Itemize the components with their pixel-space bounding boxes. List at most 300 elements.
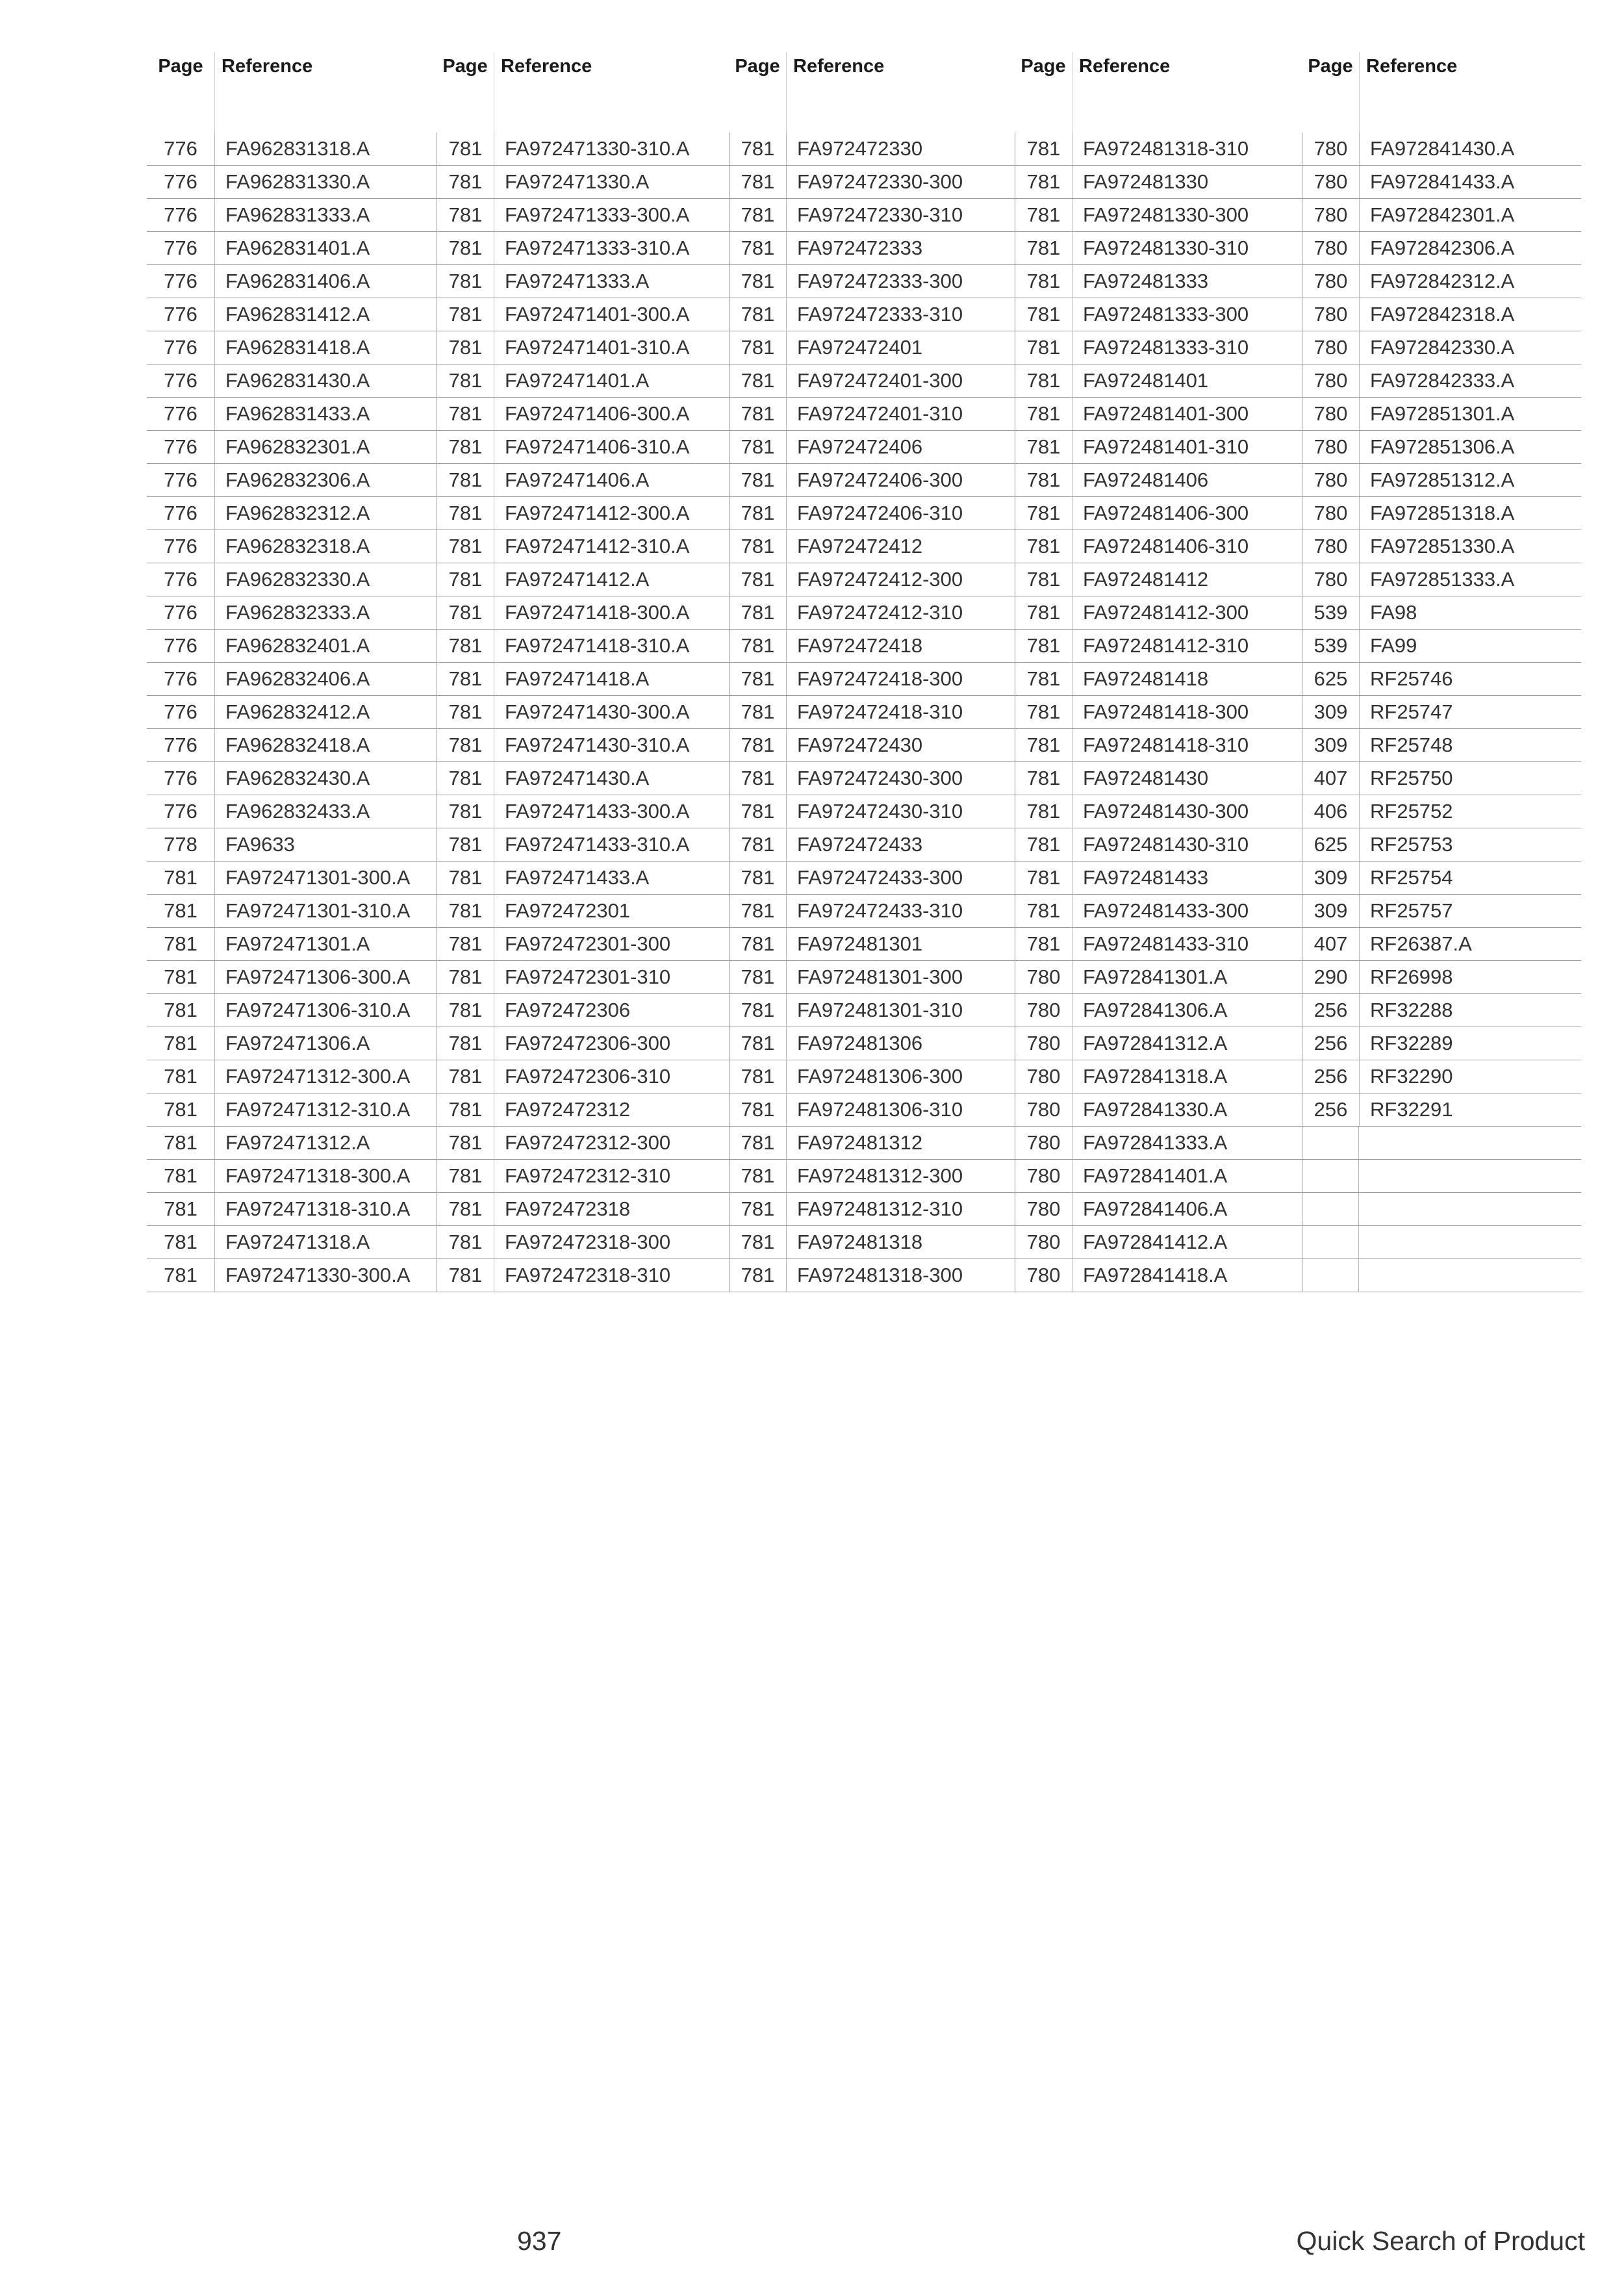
reference-cell: FA972481333-300 [1072, 298, 1302, 331]
table-row [1302, 994, 1581, 1027]
page-cell: 776 [164, 402, 197, 425]
page-cell: 776 [164, 767, 197, 789]
page-cell: 781 [164, 1098, 197, 1121]
table-row [437, 1193, 729, 1226]
page-cell: 776 [164, 800, 197, 823]
page-cell: 781 [437, 696, 494, 728]
reference-cell: FA972471412-300.A [494, 497, 729, 530]
table-row [147, 166, 437, 199]
page-cell: 781 [1015, 795, 1072, 828]
table-row [729, 1160, 1015, 1193]
reference-cell: FA972481318 [786, 1226, 1015, 1258]
reference-cell: FA972472306-310 [494, 1060, 729, 1093]
page-cell: 781 [437, 1193, 494, 1225]
table-row [729, 696, 1015, 729]
page-cell: 781 [1015, 364, 1072, 397]
reference-cell: FA972471433-310.A [494, 828, 729, 861]
table-row [1302, 729, 1581, 762]
page-cell: 781 [1015, 199, 1072, 231]
page-cell: 781 [437, 1226, 494, 1258]
table-row [1302, 563, 1581, 596]
reference-cell: FA972481318-310 [1072, 133, 1302, 165]
reference-cell: FA972471406-300.A [494, 398, 729, 430]
reference-cell: FA972471306.A [214, 1027, 437, 1060]
reference-cell: FA972481330-310 [1072, 232, 1302, 264]
reference-cell: FA972481430-300 [1072, 795, 1302, 828]
table-row [147, 795, 437, 828]
index-column [1302, 52, 1581, 1292]
page-cell: 781 [729, 762, 786, 795]
page-cell: 781 [437, 795, 494, 828]
reference-cell: FA972471406-310.A [494, 431, 729, 463]
page-cell: 781 [729, 596, 786, 629]
table-row [147, 862, 437, 895]
table-row [1302, 133, 1581, 166]
reference-cell: FA972481330-300 [1072, 199, 1302, 231]
table-row [1015, 630, 1302, 663]
table-row [437, 729, 729, 762]
column-header [147, 52, 437, 133]
reference-cell: FA972481433-300 [1072, 895, 1302, 927]
table-row [1302, 762, 1581, 795]
table-row [1015, 895, 1302, 928]
table-row [147, 828, 437, 862]
page-cell: 781 [437, 1160, 494, 1192]
table-row [437, 398, 729, 431]
table-row [1015, 729, 1302, 762]
reference-cell: FA972481330 [1072, 166, 1302, 198]
column-header [1015, 52, 1302, 133]
page-cell: 781 [729, 1127, 786, 1159]
page-cell: 781 [729, 530, 786, 563]
table-row [147, 364, 437, 398]
page-cell: 781 [437, 199, 494, 231]
page-cell: 256 [1302, 994, 1359, 1027]
table-row [1015, 133, 1302, 166]
table-row [437, 762, 729, 795]
page-cell: 776 [164, 435, 197, 458]
table-row [1302, 1193, 1581, 1226]
page-cell: 776 [164, 336, 197, 359]
page-cell: 781 [164, 866, 197, 889]
page-cell: 406 [1302, 795, 1359, 828]
reference-cell: FA972851330.A [1359, 530, 1581, 563]
reference-cell: FA972472418-300 [786, 663, 1015, 695]
table-row [1015, 331, 1302, 364]
reference-cell: FA972471301-300.A [214, 862, 437, 894]
table-row [729, 331, 1015, 364]
reference-cell [1359, 1160, 1581, 1192]
page-cell: 781 [164, 1264, 197, 1286]
reference-cell: FA972481401 [1072, 364, 1302, 397]
table-row [437, 265, 729, 298]
reference-cell: FA972481312 [786, 1127, 1015, 1159]
table-row [437, 530, 729, 563]
table-row [1302, 596, 1581, 630]
table-row [1302, 1060, 1581, 1093]
reference-cell: FA962832330.A [214, 563, 437, 596]
reference-cell: FA972472312-310 [494, 1160, 729, 1192]
page-header: Page [735, 56, 780, 77]
table-row [147, 497, 437, 530]
page-cell: 781 [437, 563, 494, 596]
page-cell: 780 [1015, 1226, 1072, 1258]
page-cell: 776 [164, 203, 197, 226]
table-row [147, 1027, 437, 1060]
table-row [1302, 928, 1581, 961]
reference-cell: RF26387.A [1359, 928, 1581, 960]
table-row [147, 133, 437, 166]
reference-cell: FA972472430-310 [786, 795, 1015, 828]
table-row [147, 762, 437, 795]
page-cell: 781 [437, 530, 494, 563]
index-column [437, 52, 729, 1292]
table-row [437, 596, 729, 630]
table-row [1015, 1259, 1302, 1292]
reference-cell: FA962832312.A [214, 497, 437, 530]
table-row [437, 166, 729, 199]
reference-cell: FA962832406.A [214, 663, 437, 695]
index-column [147, 52, 437, 1292]
table-row [437, 431, 729, 464]
page-cell: 781 [1015, 630, 1072, 662]
reference-cell: FA972471418.A [494, 663, 729, 695]
column-header [729, 52, 1015, 133]
reference-cell: FA972472333-300 [786, 265, 1015, 298]
page-cell: 407 [1302, 762, 1359, 795]
table-row [1015, 1193, 1302, 1226]
table-row [1015, 795, 1302, 828]
reference-cell: FA972472401-310 [786, 398, 1015, 430]
reference-cell: FA972472412-300 [786, 563, 1015, 596]
reference-header: Reference [494, 52, 729, 133]
table-row [1015, 663, 1302, 696]
table-row [437, 563, 729, 596]
table-row [437, 1259, 729, 1292]
page-cell [1302, 1226, 1359, 1258]
table-row [1015, 232, 1302, 265]
page-cell: 309 [1302, 696, 1359, 728]
table-row [1015, 431, 1302, 464]
table-row [147, 563, 437, 596]
reference-cell: FA962831333.A [214, 199, 437, 231]
table-row [1015, 497, 1302, 530]
reference-cell: FA962832333.A [214, 596, 437, 629]
page-cell: 781 [729, 232, 786, 264]
reference-cell: FA972471330-310.A [494, 133, 729, 165]
reference-cell: FA972472318-310 [494, 1259, 729, 1292]
page-cell: 309 [1302, 862, 1359, 894]
page-cell: 781 [729, 431, 786, 463]
reference-cell: FA962832318.A [214, 530, 437, 563]
reference-cell: FA972472406-300 [786, 464, 1015, 496]
table-row [437, 364, 729, 398]
reference-cell: FA972842306.A [1359, 232, 1581, 264]
page-cell: 780 [1302, 497, 1359, 530]
table-row [1015, 1093, 1302, 1127]
page-cell: 781 [729, 166, 786, 198]
table-row [1015, 199, 1302, 232]
page-cell: 781 [437, 1127, 494, 1159]
reference-cell: FA972841401.A [1072, 1160, 1302, 1192]
table-row [1015, 166, 1302, 199]
reference-cell: FA972481401-300 [1072, 398, 1302, 430]
reference-cell: FA972472330 [786, 133, 1015, 165]
reference-cell: FA972481418 [1072, 663, 1302, 695]
column-header [1302, 52, 1581, 133]
page-cell: 781 [729, 1193, 786, 1225]
reference-cell: FA962832412.A [214, 696, 437, 728]
reference-cell: RF25753 [1359, 828, 1581, 861]
table-row [1015, 364, 1302, 398]
reference-cell: FA972842333.A [1359, 364, 1581, 397]
table-row [147, 1127, 437, 1160]
reference-cell: FA972472430-300 [786, 762, 1015, 795]
page-cell: 781 [729, 1226, 786, 1258]
reference-cell: FA972481312-310 [786, 1193, 1015, 1225]
reference-cell: FA972481433 [1072, 862, 1302, 894]
page-header: Page [158, 56, 203, 77]
page-cell: 781 [437, 298, 494, 331]
reference-cell: FA972471401.A [494, 364, 729, 397]
page-cell: 781 [437, 398, 494, 430]
page-cell: 780 [1302, 431, 1359, 463]
table-row [437, 663, 729, 696]
reference-cell: FA972481301-310 [786, 994, 1015, 1027]
reference-cell: FA972841412.A [1072, 1226, 1302, 1258]
reference-cell: FA972472318-300 [494, 1226, 729, 1258]
table-row [1302, 696, 1581, 729]
reference-cell: FA972481412-310 [1072, 630, 1302, 662]
page-cell: 781 [1015, 133, 1072, 165]
reference-cell: FA972471330.A [494, 166, 729, 198]
reference-cell: FA962831412.A [214, 298, 437, 331]
page-cell: 781 [729, 1160, 786, 1192]
page-cell: 781 [1015, 729, 1072, 761]
reference-cell: FA972481430 [1072, 762, 1302, 795]
table-row [1302, 464, 1581, 497]
page-cell: 780 [1302, 530, 1359, 563]
reference-cell: FA972471318.A [214, 1226, 437, 1258]
page-cell: 781 [1015, 895, 1072, 927]
table-row [437, 199, 729, 232]
table-row [147, 232, 437, 265]
page-cell: 780 [1302, 298, 1359, 331]
reference-cell: FA972481333 [1072, 265, 1302, 298]
page-cell: 781 [729, 663, 786, 695]
table-row [729, 795, 1015, 828]
reference-cell: FA972472418-310 [786, 696, 1015, 728]
table-row [147, 994, 437, 1027]
reference-header: Reference [1359, 52, 1581, 133]
page-cell: 781 [1015, 663, 1072, 695]
reference-cell: FA972472433-310 [786, 895, 1015, 927]
page-cell: 781 [729, 265, 786, 298]
page-cell: 776 [164, 634, 197, 657]
page-cell: 781 [437, 1060, 494, 1093]
reference-cell: FA962831406.A [214, 265, 437, 298]
table-row [147, 1259, 437, 1292]
reference-cell: FA962831433.A [214, 398, 437, 430]
table-row [729, 895, 1015, 928]
page-cell: 781 [437, 828, 494, 861]
reference-cell: FA972481306-310 [786, 1093, 1015, 1126]
reference-cell: FA972472406-310 [786, 497, 1015, 530]
reference-cell: FA972472330-310 [786, 199, 1015, 231]
table-row [1015, 265, 1302, 298]
reference-cell: FA972471401-310.A [494, 331, 729, 364]
table-row [1302, 663, 1581, 696]
table-row [437, 331, 729, 364]
reference-cell: FA972472401 [786, 331, 1015, 364]
table-row [147, 1060, 437, 1093]
page-cell: 781 [164, 1131, 197, 1154]
page-cell: 781 [164, 932, 197, 955]
page-cell: 781 [729, 331, 786, 364]
table-row [147, 265, 437, 298]
page-cell: 781 [1015, 696, 1072, 728]
reference-cell: FA972471333-310.A [494, 232, 729, 264]
reference-cell: FA972842312.A [1359, 265, 1581, 298]
table-row [437, 795, 729, 828]
page-cell: 780 [1015, 1259, 1072, 1292]
reference-cell: FA962832430.A [214, 762, 437, 795]
section-title: Quick Search of Product [1296, 2226, 1585, 2256]
reference-cell: RF25752 [1359, 795, 1581, 828]
reference-cell: FA972481306 [786, 1027, 1015, 1060]
table-row [147, 1160, 437, 1193]
reference-cell: RF25757 [1359, 895, 1581, 927]
page-cell: 781 [437, 663, 494, 695]
reference-cell: FA972472301-310 [494, 961, 729, 993]
reference-cell: FA972851312.A [1359, 464, 1581, 496]
table-row [437, 133, 729, 166]
page-cell: 781 [729, 133, 786, 165]
page-cell: 776 [164, 601, 197, 624]
page-cell: 781 [437, 928, 494, 960]
reference-cell: FA972842318.A [1359, 298, 1581, 331]
reference-cell: FA9633 [214, 828, 437, 861]
reference-cell: FA962832401.A [214, 630, 437, 662]
reference-cell: FA972481412-300 [1072, 596, 1302, 629]
table-row [147, 298, 437, 331]
table-row [1015, 1160, 1302, 1193]
page-cell: 781 [1015, 828, 1072, 861]
page-cell: 781 [1015, 331, 1072, 364]
table-row [147, 729, 437, 762]
page-cell: 781 [729, 928, 786, 960]
page-cell: 309 [1302, 729, 1359, 761]
page-cell: 776 [164, 303, 197, 326]
table-row [729, 133, 1015, 166]
table-row [1015, 862, 1302, 895]
page-cell: 256 [1302, 1093, 1359, 1126]
page-cell: 778 [164, 833, 197, 856]
table-row [1015, 1060, 1302, 1093]
table-row [437, 464, 729, 497]
page-cell: 781 [729, 961, 786, 993]
page-header: Page [1308, 56, 1353, 77]
table-row [1015, 994, 1302, 1027]
table-row [437, 1027, 729, 1060]
page-cell: 776 [164, 535, 197, 557]
reference-cell: FA972841433.A [1359, 166, 1581, 198]
reference-cell: FA972841312.A [1072, 1027, 1302, 1060]
page-cell: 781 [729, 795, 786, 828]
reference-cell: FA962832301.A [214, 431, 437, 463]
reference-cell: FA972471301.A [214, 928, 437, 960]
table-row [729, 994, 1015, 1027]
page-cell: 256 [1302, 1027, 1359, 1060]
page-cell: 781 [164, 1032, 197, 1054]
reference-cell: FA972471406.A [494, 464, 729, 496]
reference-cell: FA962831418.A [214, 331, 437, 364]
reference-cell: RF25754 [1359, 862, 1581, 894]
page-cell: 781 [729, 563, 786, 596]
table-row [729, 928, 1015, 961]
reference-cell: FA972841318.A [1072, 1060, 1302, 1093]
reference-cell: FA972472301 [494, 895, 729, 927]
table-row [1015, 762, 1302, 795]
table-row [147, 630, 437, 663]
table-row [437, 961, 729, 994]
page-cell: 781 [437, 232, 494, 264]
page-cell: 781 [1015, 464, 1072, 496]
table-row [147, 398, 437, 431]
reference-cell: FA972481318-300 [786, 1259, 1015, 1292]
table-row [1302, 530, 1581, 563]
reference-cell: RF25747 [1359, 696, 1581, 728]
page-cell: 781 [437, 895, 494, 927]
page-cell: 780 [1302, 199, 1359, 231]
page-cell: 780 [1302, 331, 1359, 364]
page-cell: 781 [729, 1027, 786, 1060]
page-header: Page [442, 56, 488, 77]
table-row [147, 928, 437, 961]
table-row [147, 663, 437, 696]
page-cell: 625 [1302, 663, 1359, 695]
table-row [437, 895, 729, 928]
reference-cell: FA972841418.A [1072, 1259, 1302, 1292]
reference-cell: FA972471312-310.A [214, 1093, 437, 1126]
table-row [1302, 1027, 1581, 1060]
page-cell: 781 [437, 166, 494, 198]
table-row [729, 1093, 1015, 1127]
index-column [729, 52, 1015, 1292]
table-row [147, 530, 437, 563]
table-row [729, 298, 1015, 331]
reference-cell: FA972481406 [1072, 464, 1302, 496]
page-cell: 781 [729, 729, 786, 761]
table-row [147, 199, 437, 232]
table-row [437, 232, 729, 265]
table-row [1302, 331, 1581, 364]
reference-cell: FA972472333-310 [786, 298, 1015, 331]
reference-cell: FA972481433-310 [1072, 928, 1302, 960]
reference-header: Reference [786, 52, 1015, 133]
page-cell: 781 [164, 1164, 197, 1187]
page-cell: 781 [729, 199, 786, 231]
page-cell: 776 [164, 700, 197, 723]
table-row [729, 630, 1015, 663]
table-row [147, 464, 437, 497]
table-row [147, 961, 437, 994]
page-cell: 780 [1015, 1127, 1072, 1159]
reference-cell: FA972842330.A [1359, 331, 1581, 364]
reference-cell: FA972471433.A [494, 862, 729, 894]
reference-cell: FA972472433 [786, 828, 1015, 861]
page-cell: 781 [1015, 596, 1072, 629]
